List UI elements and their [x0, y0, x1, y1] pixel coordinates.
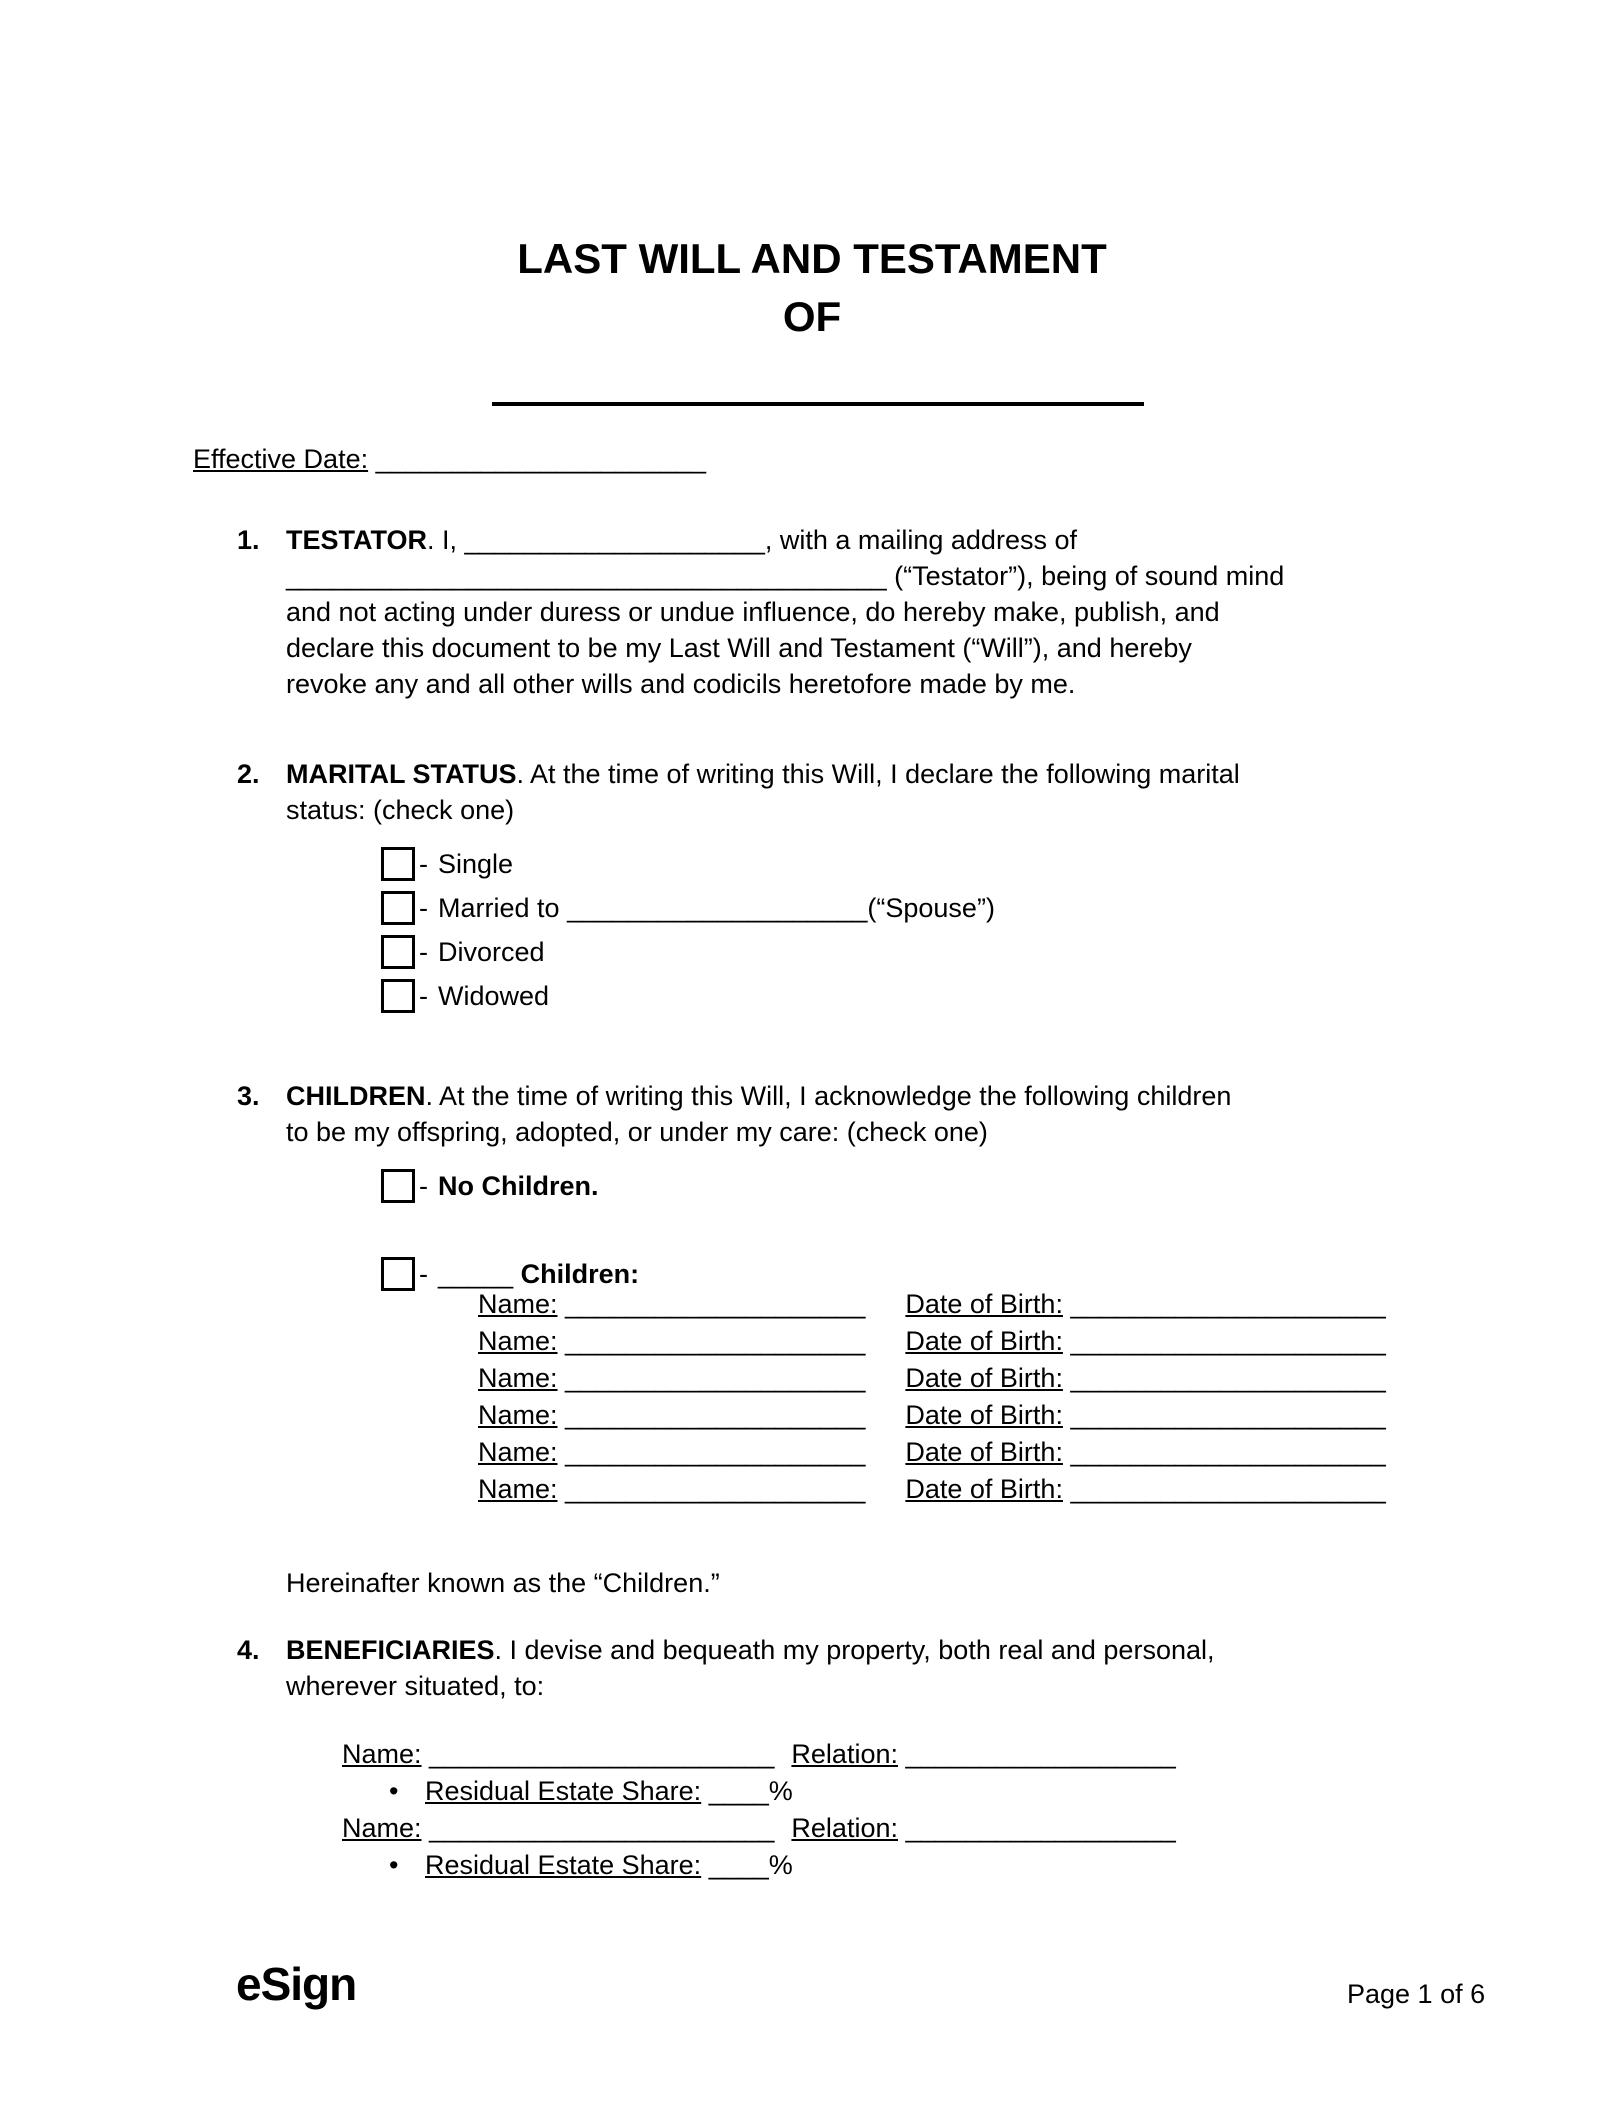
- children-line-2: to be my offspring, adopted, or under my care: (check one): [286, 1117, 988, 1147]
- esign-logo: eSign: [236, 1958, 357, 2010]
- marital-option-divorced: [381, 930, 995, 974]
- beneficiaries-number: 4.: [237, 1635, 260, 1665]
- married-blank[interactable]: ____________________: [567, 892, 868, 923]
- has-children-dash: -: [419, 1258, 428, 1289]
- children-heading: CHILDREN: [286, 1081, 426, 1111]
- child-dob-label: Date of Birth:: [905, 1363, 1063, 1393]
- beneficiary-relation-blank[interactable]: __________________: [905, 1739, 1176, 1769]
- title-line-2: OF: [782, 293, 842, 340]
- no-children-checkbox[interactable]: [381, 1169, 415, 1203]
- marital-line-2: status: (check one): [286, 795, 515, 825]
- widowed-checkbox[interactable]: [381, 979, 415, 1013]
- child-dob-label: Date of Birth:: [905, 1437, 1063, 1467]
- marital-line-1-text: . At the time of writing this Will, I declare the following marital: [516, 759, 1240, 789]
- divorced-label: Divorced: [438, 936, 545, 967]
- beneficiary-share-row-1: [342, 1773, 1176, 1810]
- child-name-label: Name:: [478, 1289, 558, 1319]
- child-dob-label: Date of Birth:: [905, 1326, 1063, 1356]
- beneficiary-name-blank[interactable]: _______________________: [429, 1739, 775, 1769]
- married-suffix: (“Spouse”): [867, 892, 995, 923]
- child-name-label: Name:: [478, 1326, 558, 1356]
- children-line-1: [237, 1078, 1466, 1114]
- residual-share-label: Residual Estate Share:: [425, 1776, 702, 1806]
- section-testator: [237, 522, 1466, 702]
- child-name-label: Name:: [478, 1437, 558, 1467]
- child-dob-blank[interactable]: _____________________: [1070, 1474, 1386, 1504]
- divorced-checkbox[interactable]: [381, 935, 415, 969]
- child-name-label: Name:: [478, 1363, 558, 1393]
- section-children: [237, 1078, 1466, 1150]
- residual-share-label: Residual Estate Share:: [425, 1850, 702, 1880]
- child-row-3: [478, 1360, 1386, 1397]
- effective-date-blank[interactable]: ______________________: [375, 444, 706, 474]
- percent-sign: %: [768, 1776, 793, 1806]
- beneficiary-relation-blank[interactable]: __________________: [905, 1813, 1176, 1843]
- child-row-5: [478, 1434, 1386, 1471]
- percent-sign: %: [768, 1850, 793, 1880]
- beneficiaries-line-1-text: . I devise and bequeath my property, both real and personal,: [494, 1635, 1215, 1665]
- child-row-2: [478, 1323, 1386, 1360]
- testator-line-1: [237, 522, 1466, 558]
- single-label: Single: [438, 848, 514, 879]
- married-label: Married to: [438, 892, 560, 923]
- testator-line-2: ________________________________________ (“Testator”), being of sound mind: [286, 561, 1285, 591]
- beneficiary-name-blank[interactable]: _______________________: [429, 1813, 775, 1843]
- marital-line-1: [237, 756, 1466, 792]
- child-dob-blank[interactable]: _____________________: [1070, 1363, 1386, 1393]
- marital-option-single: [381, 842, 995, 886]
- single-checkbox[interactable]: [381, 847, 415, 881]
- child-name-blank[interactable]: ____________________: [565, 1363, 866, 1393]
- document-title: [0, 230, 1624, 346]
- beneficiaries-list: [342, 1736, 1176, 1884]
- child-dob-blank[interactable]: _____________________: [1070, 1326, 1386, 1356]
- hereinafter-note: Hereinafter known as the “Children.”: [286, 1568, 720, 1598]
- no-children-option: [381, 1164, 599, 1208]
- section-marital-status: [237, 756, 1466, 828]
- children-table: [478, 1286, 1386, 1508]
- beneficiary-name-label: Name:: [342, 1813, 422, 1843]
- child-dob-label: Date of Birth:: [905, 1474, 1063, 1504]
- married-checkbox[interactable]: [381, 891, 415, 925]
- child-name-label: Name:: [478, 1474, 558, 1504]
- marital-option-married: [381, 886, 995, 930]
- testator-line-4: declare this document to be my Last Will and Testament (“Will”), and hereby: [286, 633, 1192, 663]
- no-children-dash: -: [419, 1170, 428, 1201]
- child-dob-blank[interactable]: _____________________: [1070, 1289, 1386, 1319]
- bullet-icon: •: [389, 1850, 399, 1880]
- children-line-1-text: . At the time of writing this Will, I acknowledge the following children: [425, 1081, 1232, 1111]
- child-dob-blank[interactable]: _____________________: [1070, 1400, 1386, 1430]
- child-row-6: [478, 1471, 1386, 1508]
- beneficiaries-line-2: wherever situated, to:: [286, 1671, 545, 1701]
- marital-heading: MARITAL STATUS: [286, 759, 517, 789]
- child-name-blank[interactable]: ____________________: [565, 1289, 866, 1319]
- child-name-blank[interactable]: ____________________: [565, 1400, 866, 1430]
- married-dash: -: [419, 892, 428, 923]
- child-name-blank[interactable]: ____________________: [565, 1474, 866, 1504]
- child-row-1: [478, 1286, 1386, 1323]
- single-dash: -: [419, 848, 428, 879]
- children-count-blank[interactable]: _____: [438, 1258, 514, 1289]
- effective-date-label: Effective Date:: [193, 444, 369, 474]
- child-name-label: Name:: [478, 1400, 558, 1430]
- beneficiary-relation-label: Relation:: [791, 1813, 898, 1843]
- marital-number: 2.: [237, 759, 260, 789]
- page-indicator: Page 1 of 6: [1347, 1979, 1486, 2009]
- title-line-1: LAST WILL AND TESTAMENT: [517, 235, 1107, 282]
- bullet-icon: •: [389, 1776, 399, 1806]
- beneficiary-row-1: [342, 1736, 1176, 1773]
- no-children-label: No Children.: [438, 1170, 599, 1201]
- has-children-checkbox[interactable]: [381, 1257, 415, 1291]
- children-number: 3.: [237, 1081, 260, 1111]
- child-row-4: [478, 1397, 1386, 1434]
- child-dob-label: Date of Birth:: [905, 1289, 1063, 1319]
- child-dob-label: Date of Birth:: [905, 1400, 1063, 1430]
- section-beneficiaries: [237, 1632, 1466, 1704]
- residual-share-blank[interactable]: ____: [708, 1850, 769, 1880]
- child-dob-blank[interactable]: _____________________: [1070, 1437, 1386, 1467]
- testator-number: 1.: [237, 525, 260, 555]
- beneficiary-relation-label: Relation:: [791, 1739, 898, 1769]
- marital-option-widowed: [381, 974, 995, 1018]
- testator-heading: TESTATOR: [286, 525, 427, 555]
- beneficiaries-line-1: [237, 1632, 1466, 1668]
- widowed-label: Widowed: [438, 980, 550, 1011]
- effective-date-row: [193, 444, 706, 475]
- testator-line-3: and not acting under duress or undue influence, do hereby make, publish, and: [286, 597, 1220, 627]
- marital-options: [381, 842, 995, 1018]
- divorced-dash: -: [419, 936, 428, 967]
- beneficiary-name-label: Name:: [342, 1739, 422, 1769]
- child-name-blank[interactable]: ____________________: [565, 1437, 866, 1467]
- beneficiary-share-row-2: [342, 1847, 1176, 1884]
- has-children-label: Children:: [520, 1258, 640, 1289]
- child-name-blank[interactable]: ____________________: [565, 1326, 866, 1356]
- residual-share-blank[interactable]: ____: [708, 1776, 769, 1806]
- beneficiary-row-2: [342, 1810, 1176, 1847]
- testator-line-1-text: . I, ____________________, with a mailing address of: [427, 525, 1077, 555]
- widowed-dash: -: [419, 980, 428, 1011]
- beneficiaries-heading: BENEFICIARIES: [286, 1635, 495, 1665]
- testator-name-blank-line[interactable]: [492, 370, 1144, 406]
- testator-line-5: revoke any and all other wills and codicils heretofore made by me.: [286, 669, 1076, 699]
